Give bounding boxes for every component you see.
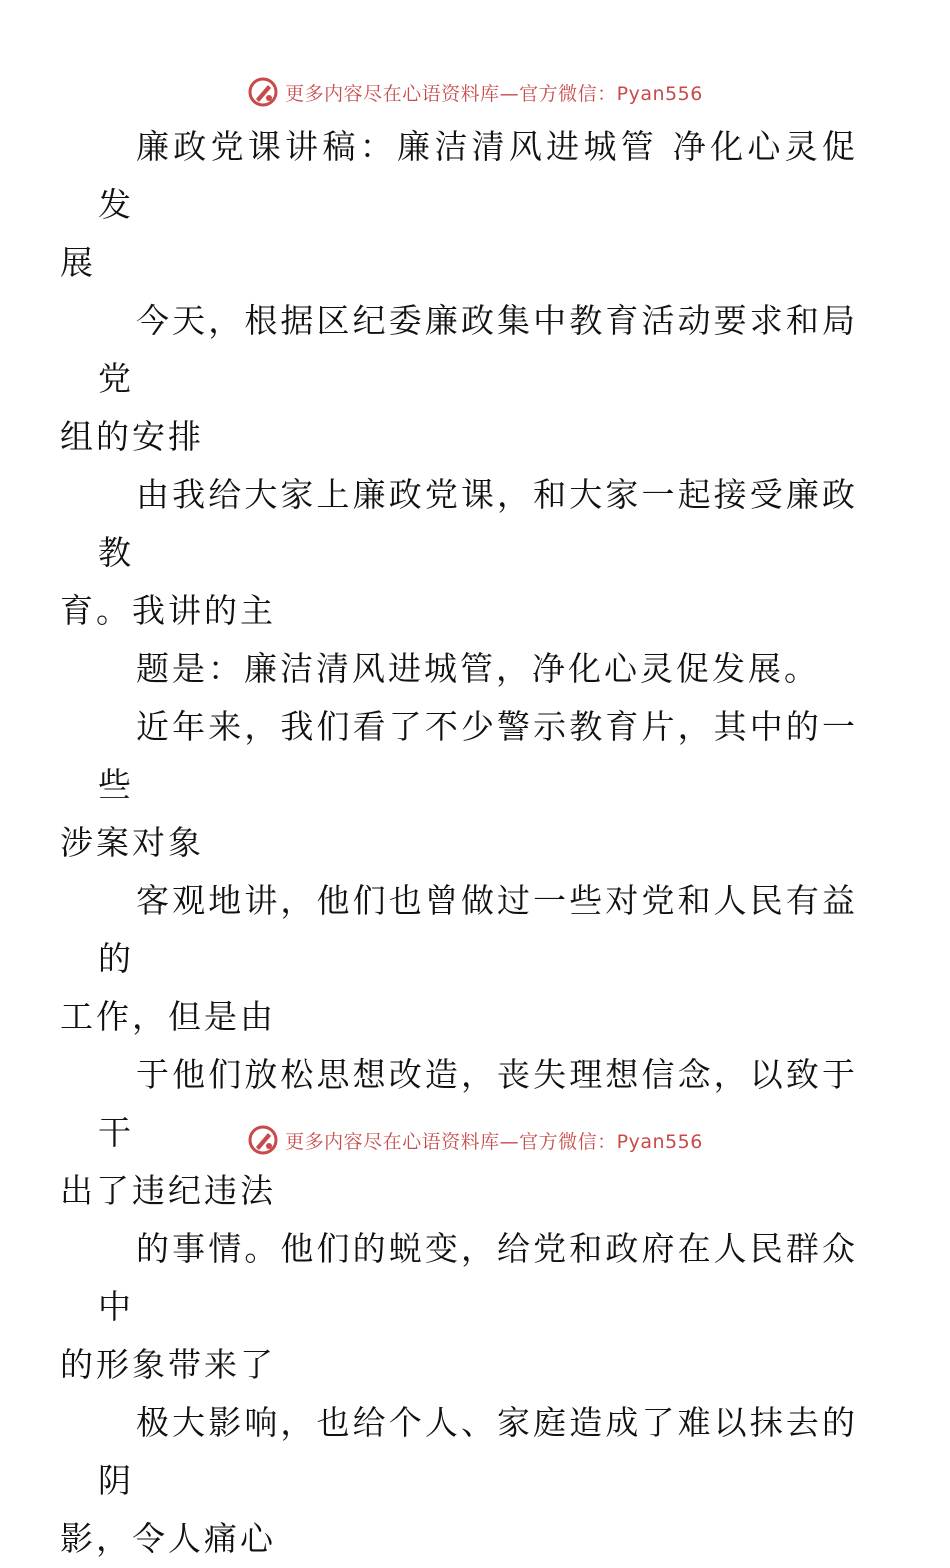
- paragraph-2-line2: 组的安排: [60, 417, 204, 456]
- paragraph-8: [60, 1220, 858, 1394]
- paragraph-9-line2: 影，令人痛心: [60, 1519, 276, 1558]
- paragraph-4: [98, 640, 858, 698]
- header-banner: [0, 72, 950, 112]
- paragraph-1-line2: 展: [60, 243, 96, 282]
- paragraph-3-line1: 由我给大家上廉政党课，和大家一起接受廉政教: [98, 475, 858, 572]
- paragraph-6: [60, 872, 858, 1046]
- paragraph-8-line1: 的事情。他们的蜕变，给党和政府在人民群众中: [98, 1229, 858, 1326]
- paragraph-9: [60, 1394, 858, 1568]
- paragraph-4-line1: 题是：廉洁清风进城管，净化心灵促发展。: [136, 649, 820, 688]
- paragraph-7-line1: 于他们放松思想改造，丧失理想信念，以致于干: [98, 1055, 858, 1152]
- paragraph-6-line1: 客观地讲，他们也曾做过一些对党和人民有益的: [98, 881, 858, 978]
- paragraph-3: [60, 466, 858, 640]
- header-banner-text: 更多内容尽在心语资料库—官方微信：Pyan556: [285, 82, 703, 105]
- paragraph-1-line1: 廉政党课讲稿：廉洁清风进城管 净化心灵促发: [98, 127, 858, 224]
- paragraph-5-line1: 近年来，我们看了不少警示教育片，其中的一些: [98, 707, 858, 804]
- footer-banner: [0, 1120, 950, 1160]
- paragraph-2: [60, 292, 858, 466]
- paragraph-7-line2: 出了违纪违法: [60, 1171, 276, 1210]
- paragraph-8-line2: 的形象带来了: [60, 1345, 276, 1384]
- paragraph-1: [60, 118, 858, 292]
- paragraph-9-line1: 极大影响，也给个人、家庭造成了难以抹去的阴: [98, 1403, 858, 1500]
- paragraph-3-line2: 育。我讲的主: [60, 591, 276, 630]
- pen-seal-icon: [247, 76, 279, 108]
- paragraph-5: [60, 698, 858, 872]
- document-body: [60, 118, 858, 1568]
- footer-banner-text: 更多内容尽在心语资料库—官方微信：Pyan556: [285, 1130, 703, 1153]
- paragraph-5-line2: 涉案对象: [60, 823, 204, 862]
- paragraph-2-line1: 今天，根据区纪委廉政集中教育活动要求和局党: [98, 301, 858, 398]
- paragraph-6-line2: 工作，但是由: [60, 997, 276, 1036]
- pen-seal-icon: [247, 1124, 279, 1156]
